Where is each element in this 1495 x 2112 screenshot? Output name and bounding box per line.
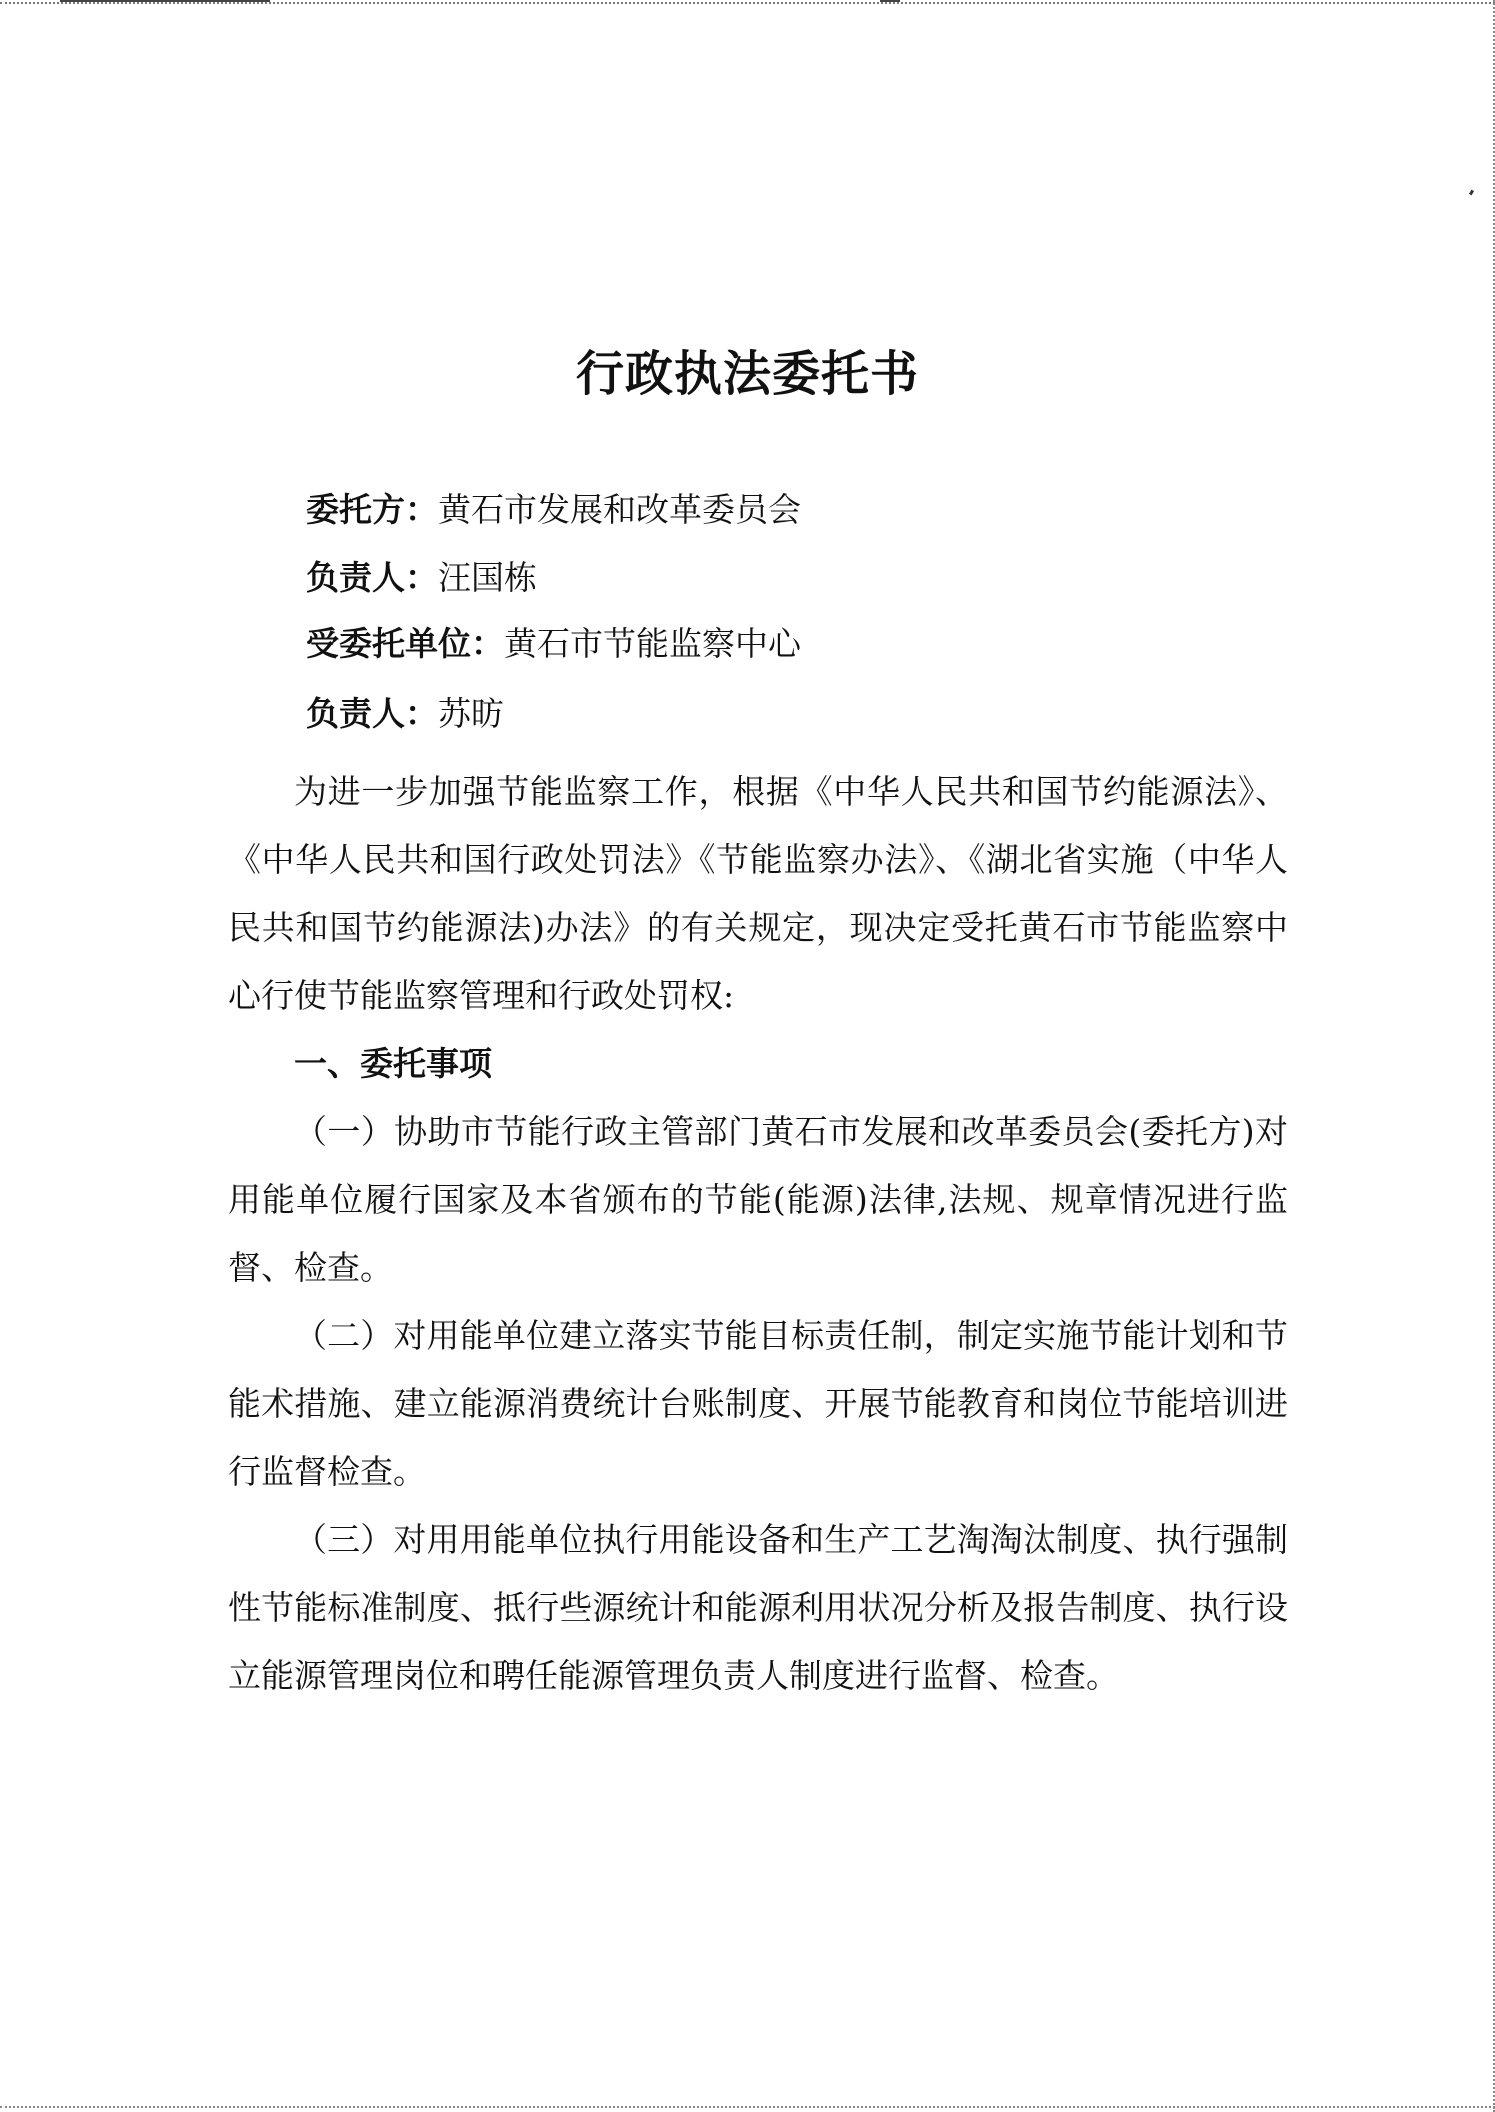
info-value: 汪国栋 bbox=[438, 558, 537, 597]
info-line-entrusting-party bbox=[306, 488, 801, 532]
info-line-responsible-person bbox=[306, 692, 504, 736]
info-label: 委托方： bbox=[306, 490, 438, 529]
scan-edge-top bbox=[0, 2, 1495, 4]
info-line-responsible-person bbox=[306, 556, 537, 600]
body-paragraph: 为进一步加强节能监察工作，根据《中华人民共和国节约能源法》、《中华人民共和国行政处罚法》《节能监察办法》、《湖北省实施（中华人民共和国节约能源法)办法》的有关规定，现决定受托黄石市节能监察中心行使节能监察管理和行政处罚权: bbox=[228, 772, 1288, 1015]
scan-artifact-bar bbox=[880, 0, 900, 2]
info-label: 受委托单位： bbox=[306, 624, 504, 663]
scan-edge-bottom bbox=[0, 2106, 1495, 2108]
info-label: 负责人： bbox=[306, 558, 438, 597]
document-title: 行政执法委托书 bbox=[575, 346, 919, 402]
info-label: 负责人： bbox=[306, 694, 438, 733]
section-heading: 一、委托事项 bbox=[294, 1044, 492, 1083]
document-body bbox=[228, 758, 1288, 1710]
body-paragraph: （二）对用能单位建立落实节能目标责任制，制定实施节能计划和节能术措施、建立能源消费统计台账制度、开展节能教育和岗位节能培训进行监督检查。 bbox=[228, 1316, 1288, 1491]
info-value: 苏昉 bbox=[438, 694, 504, 733]
scan-speck bbox=[1469, 190, 1474, 196]
info-line-entrusted-unit bbox=[306, 622, 801, 666]
scan-artifact-bar bbox=[60, 0, 270, 2]
body-paragraph: （一）协助市节能行政主管部门黄石市发展和改革委员会(委托方)对用能单位履行国家及本省颁布的节能(能源)法律,法规、规章情况进行监督、检查。 bbox=[228, 1112, 1288, 1287]
info-value: 黄石市节能监察中心 bbox=[504, 624, 801, 663]
body-paragraph: （三）对用用能单位执行用能设备和生产工艺淘淘汰制度、执行强制性节能标准制度、抵行些源统计和能源利用状况分析及报告制度、执行设立能源管理岗位和聘任能源管理负责人制度进行监督、检查。 bbox=[228, 1520, 1288, 1695]
info-value: 黄石市发展和改革委员会 bbox=[438, 490, 801, 529]
